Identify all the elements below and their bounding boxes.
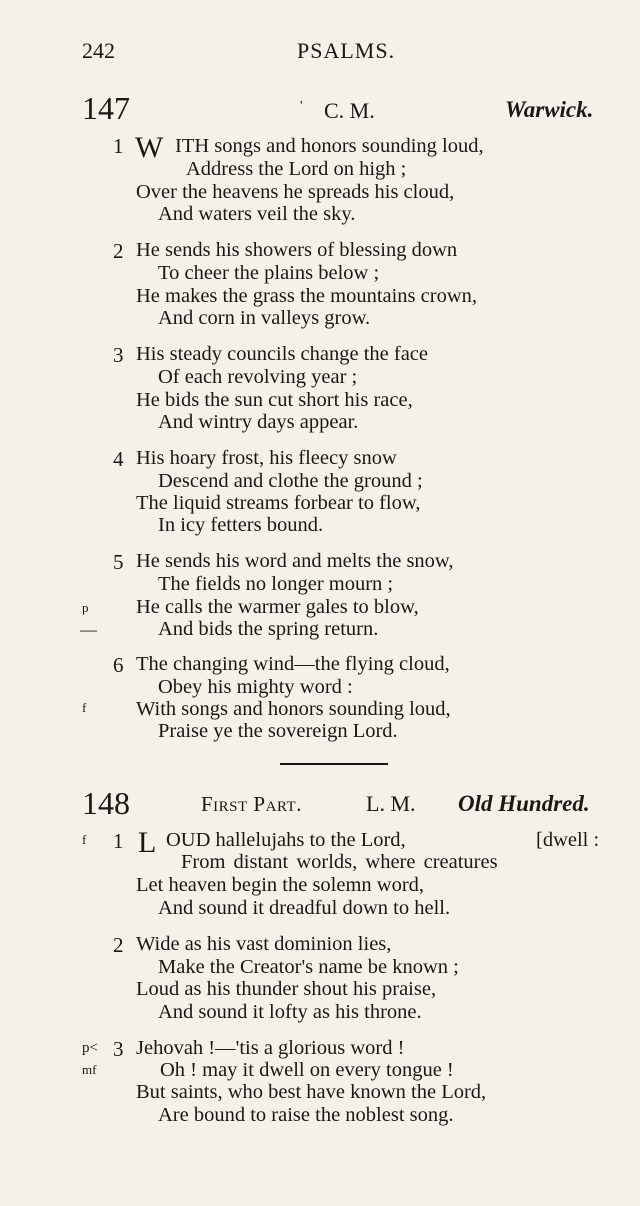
hymn-148-number: 148 xyxy=(82,785,130,821)
dynamic-mark: p< xyxy=(82,1040,98,1056)
verse-line: His steady councils change the face xyxy=(136,343,429,365)
verse-line: Make the Creator's name be known ; xyxy=(158,956,459,978)
turnover-word: [dwell : xyxy=(536,829,600,851)
verse-line: The fields no longer mourn ; xyxy=(158,573,394,595)
verse-line: He sends his showers of blessing down xyxy=(136,239,458,261)
verse-line: And sound it lofty as his throne. xyxy=(158,1001,422,1023)
verse-line: And bids the spring return. xyxy=(158,618,379,640)
page-number: 242 xyxy=(82,38,115,63)
drop-cap: L xyxy=(138,826,157,859)
verse-line: The liquid streams forbear to flow, xyxy=(136,492,421,514)
verse-line: In icy fetters bound. xyxy=(158,514,324,536)
hymn-148-part: First Part. xyxy=(201,792,302,816)
hymn-147-number: 147 xyxy=(82,90,130,126)
verse-number: 1 xyxy=(113,829,124,853)
verse-line: Descend and clothe the ground ; xyxy=(158,470,423,492)
verse-number: 2 xyxy=(113,933,124,957)
verse-number: 3 xyxy=(113,1037,124,1061)
verse-line: Are bound to raise the noblest song. xyxy=(158,1104,454,1126)
dynamic-mark: mf xyxy=(82,1062,97,1077)
hymn-148-meter: L. M. xyxy=(366,791,416,816)
verse-line: The changing wind—the flying cloud, xyxy=(136,653,450,675)
verse-line: Oh ! may it dwell on every tongue ! xyxy=(160,1059,454,1081)
verse-line: His hoary frost, his fleecy snow xyxy=(136,447,397,469)
verse-number: 4 xyxy=(113,447,124,471)
section-divider xyxy=(280,763,388,765)
verse-line: And sound it dreadful down to hell. xyxy=(158,897,451,919)
verse-number: 2 xyxy=(113,239,124,263)
verse-line: He calls the warmer gales to blow, xyxy=(136,596,419,618)
verse-number: 3 xyxy=(113,343,124,367)
verse-line: He bids the sun cut short his race, xyxy=(136,389,413,411)
verse-line: Of each revolving year ; xyxy=(158,366,358,388)
verse-line: To cheer the plains below ; xyxy=(158,262,380,284)
verse-line: He makes the grass the mountains crown, xyxy=(136,285,478,307)
verse-line: Wide as his vast dominion lies, xyxy=(136,933,392,955)
hymn-147-meter: C. M. xyxy=(324,98,375,123)
verse-line: Praise ye the sovereign Lord. xyxy=(158,720,398,742)
running-title: PSALMS. xyxy=(297,38,396,63)
hymn-148-tune: Old Hundred. xyxy=(458,791,590,816)
verse-number: 5 xyxy=(113,550,124,574)
verse-line: With songs and honors sounding loud, xyxy=(136,698,451,720)
verse-line: Address the Lord on high ; xyxy=(186,158,407,180)
verse-line: And waters veil the sky. xyxy=(158,203,356,225)
verse-line: Obey his mighty word : xyxy=(158,676,353,698)
verse-line: And wintry days appear. xyxy=(158,411,359,433)
dynamic-mark: f xyxy=(82,700,87,715)
verse-number: 6 xyxy=(113,653,124,677)
dynamic-mark: f xyxy=(82,832,87,847)
verse-line: Jehovah !—'tis a glorious word ! xyxy=(136,1037,405,1059)
dynamic-mark: p xyxy=(82,600,89,615)
verse-line: Loud as his thunder shout his praise, xyxy=(136,978,437,1000)
verse-line: And corn in valleys grow. xyxy=(158,307,371,329)
verse-line: But saints, who best have known the Lord, xyxy=(136,1081,487,1103)
drop-cap: W xyxy=(135,131,164,164)
verse-number: 1 xyxy=(113,134,124,158)
verse-line: From distant worlds, where creatures xyxy=(181,851,498,873)
verse-line: ITH songs and honors sounding loud, xyxy=(175,135,484,157)
hymn-147-tick: ' xyxy=(300,99,303,114)
verse-line: OUD hallelujahs to the Lord, xyxy=(166,829,406,851)
verse-line: Let heaven begin the solemn word, xyxy=(136,874,425,896)
verse-line: He sends his word and melts the snow, xyxy=(136,550,454,572)
hymn-147-tune: Warwick. xyxy=(505,97,594,122)
dynamic-mark: — xyxy=(80,620,97,639)
verse-line: Over the heavens he spreads his cloud, xyxy=(136,181,455,203)
